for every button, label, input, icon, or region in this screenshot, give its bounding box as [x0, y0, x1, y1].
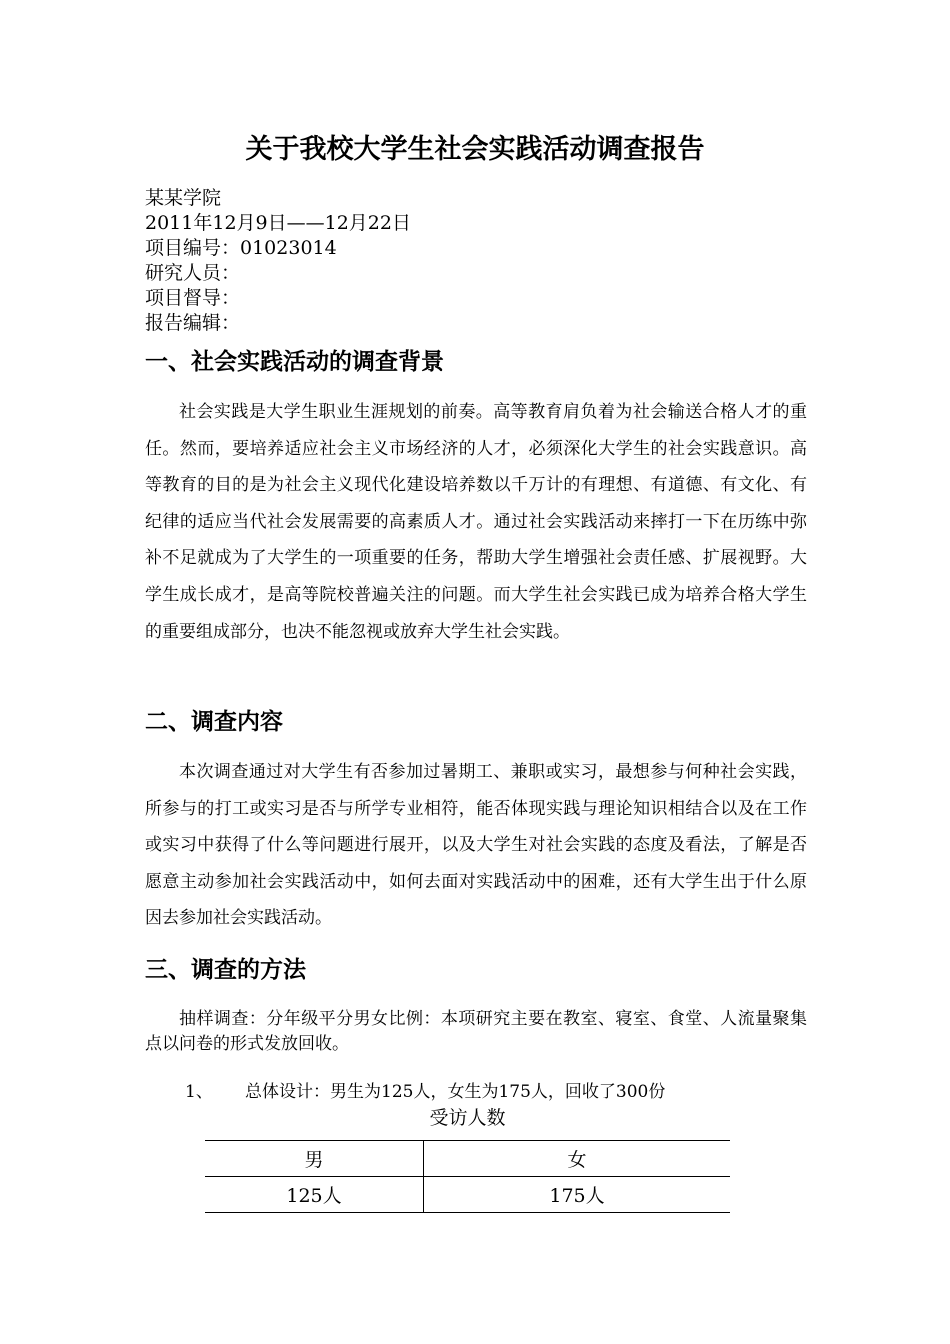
institution: 某某学院: [145, 187, 222, 209]
table-header-row: [205, 1141, 730, 1177]
report-title: 关于我校大学生社会实践活动调查报告: [245, 134, 705, 165]
table-header-male: 男: [205, 1141, 424, 1177]
project-number: 项目编号：01023014: [145, 237, 337, 259]
date-range: 2011年12月9日——12月22日: [145, 212, 411, 234]
overall-design-text: 总体设计：男生为125人，女生为175人，回收了300份: [245, 1082, 666, 1102]
report-editor: 报告编辑：: [145, 312, 241, 334]
table-cell-male-count: 125人: [205, 1177, 424, 1213]
section-heading-method: 三、调查的方法: [145, 956, 306, 983]
section-paragraph-background: 社会实践是大学生职业生涯规划的前奏。高等教育肩负着为社会输送合格人才的重任。然而，要培养适应社会主义市场经济的人才，必须深化大学生的社会实践意识。高等教育的目的是为社会主义现代化建设培养数以千万计的有理想、有道德、有文化、有纪律的适应当代社会发展需要的高素质人才。通过社会实践活动来摔打一下在历练中弥补不足就成为了大学生的一项重要的任务，帮助大学生增强社会责任感、扩展视野。大学生成长成才，是高等院校普遍关注的问题。而大学生社会实践已成为培养合格大学生的重要组成部分，也决不能忽视或放弃大学生社会实践。: [145, 402, 807, 642]
section-paragraph-method: 抽样调查：分年级平分男女比例：本项研究主要在教室、寝室、食堂、人流量聚集点以问卷的形式发放回收。: [145, 1009, 807, 1054]
researchers: 研究人员：: [145, 262, 241, 284]
table-caption: 受访人数: [429, 1107, 506, 1129]
section-heading-background: 一、社会实践活动的调查背景: [145, 348, 444, 375]
overall-design: [185, 1079, 665, 1105]
table-header-female: 女: [424, 1141, 731, 1177]
table-row: [205, 1177, 730, 1213]
section-heading-content: 二、调查内容: [145, 708, 283, 735]
list-number: 1、: [185, 1082, 213, 1102]
project-supervisor: 项目督导：: [145, 287, 241, 309]
table-cell-female-count: 175人: [424, 1177, 731, 1213]
respondents-table: [205, 1140, 730, 1213]
report-meta: [145, 186, 805, 336]
section-paragraph-content: 本次调查通过对大学生有否参加过暑期工、兼职或实习，最想参与何种社会实践，所参与的打工或实习是否与所学专业相符，能否体现实践与理论知识相结合以及在工作或实习中获得了什么等问题进行展开，以及大学生对社会实践的态度及看法，了解是否愿意主动参加社会实践活动中，如何去面对实践活动中的困难，还有大学生出于什么原因去参加社会实践活动。: [145, 762, 807, 929]
